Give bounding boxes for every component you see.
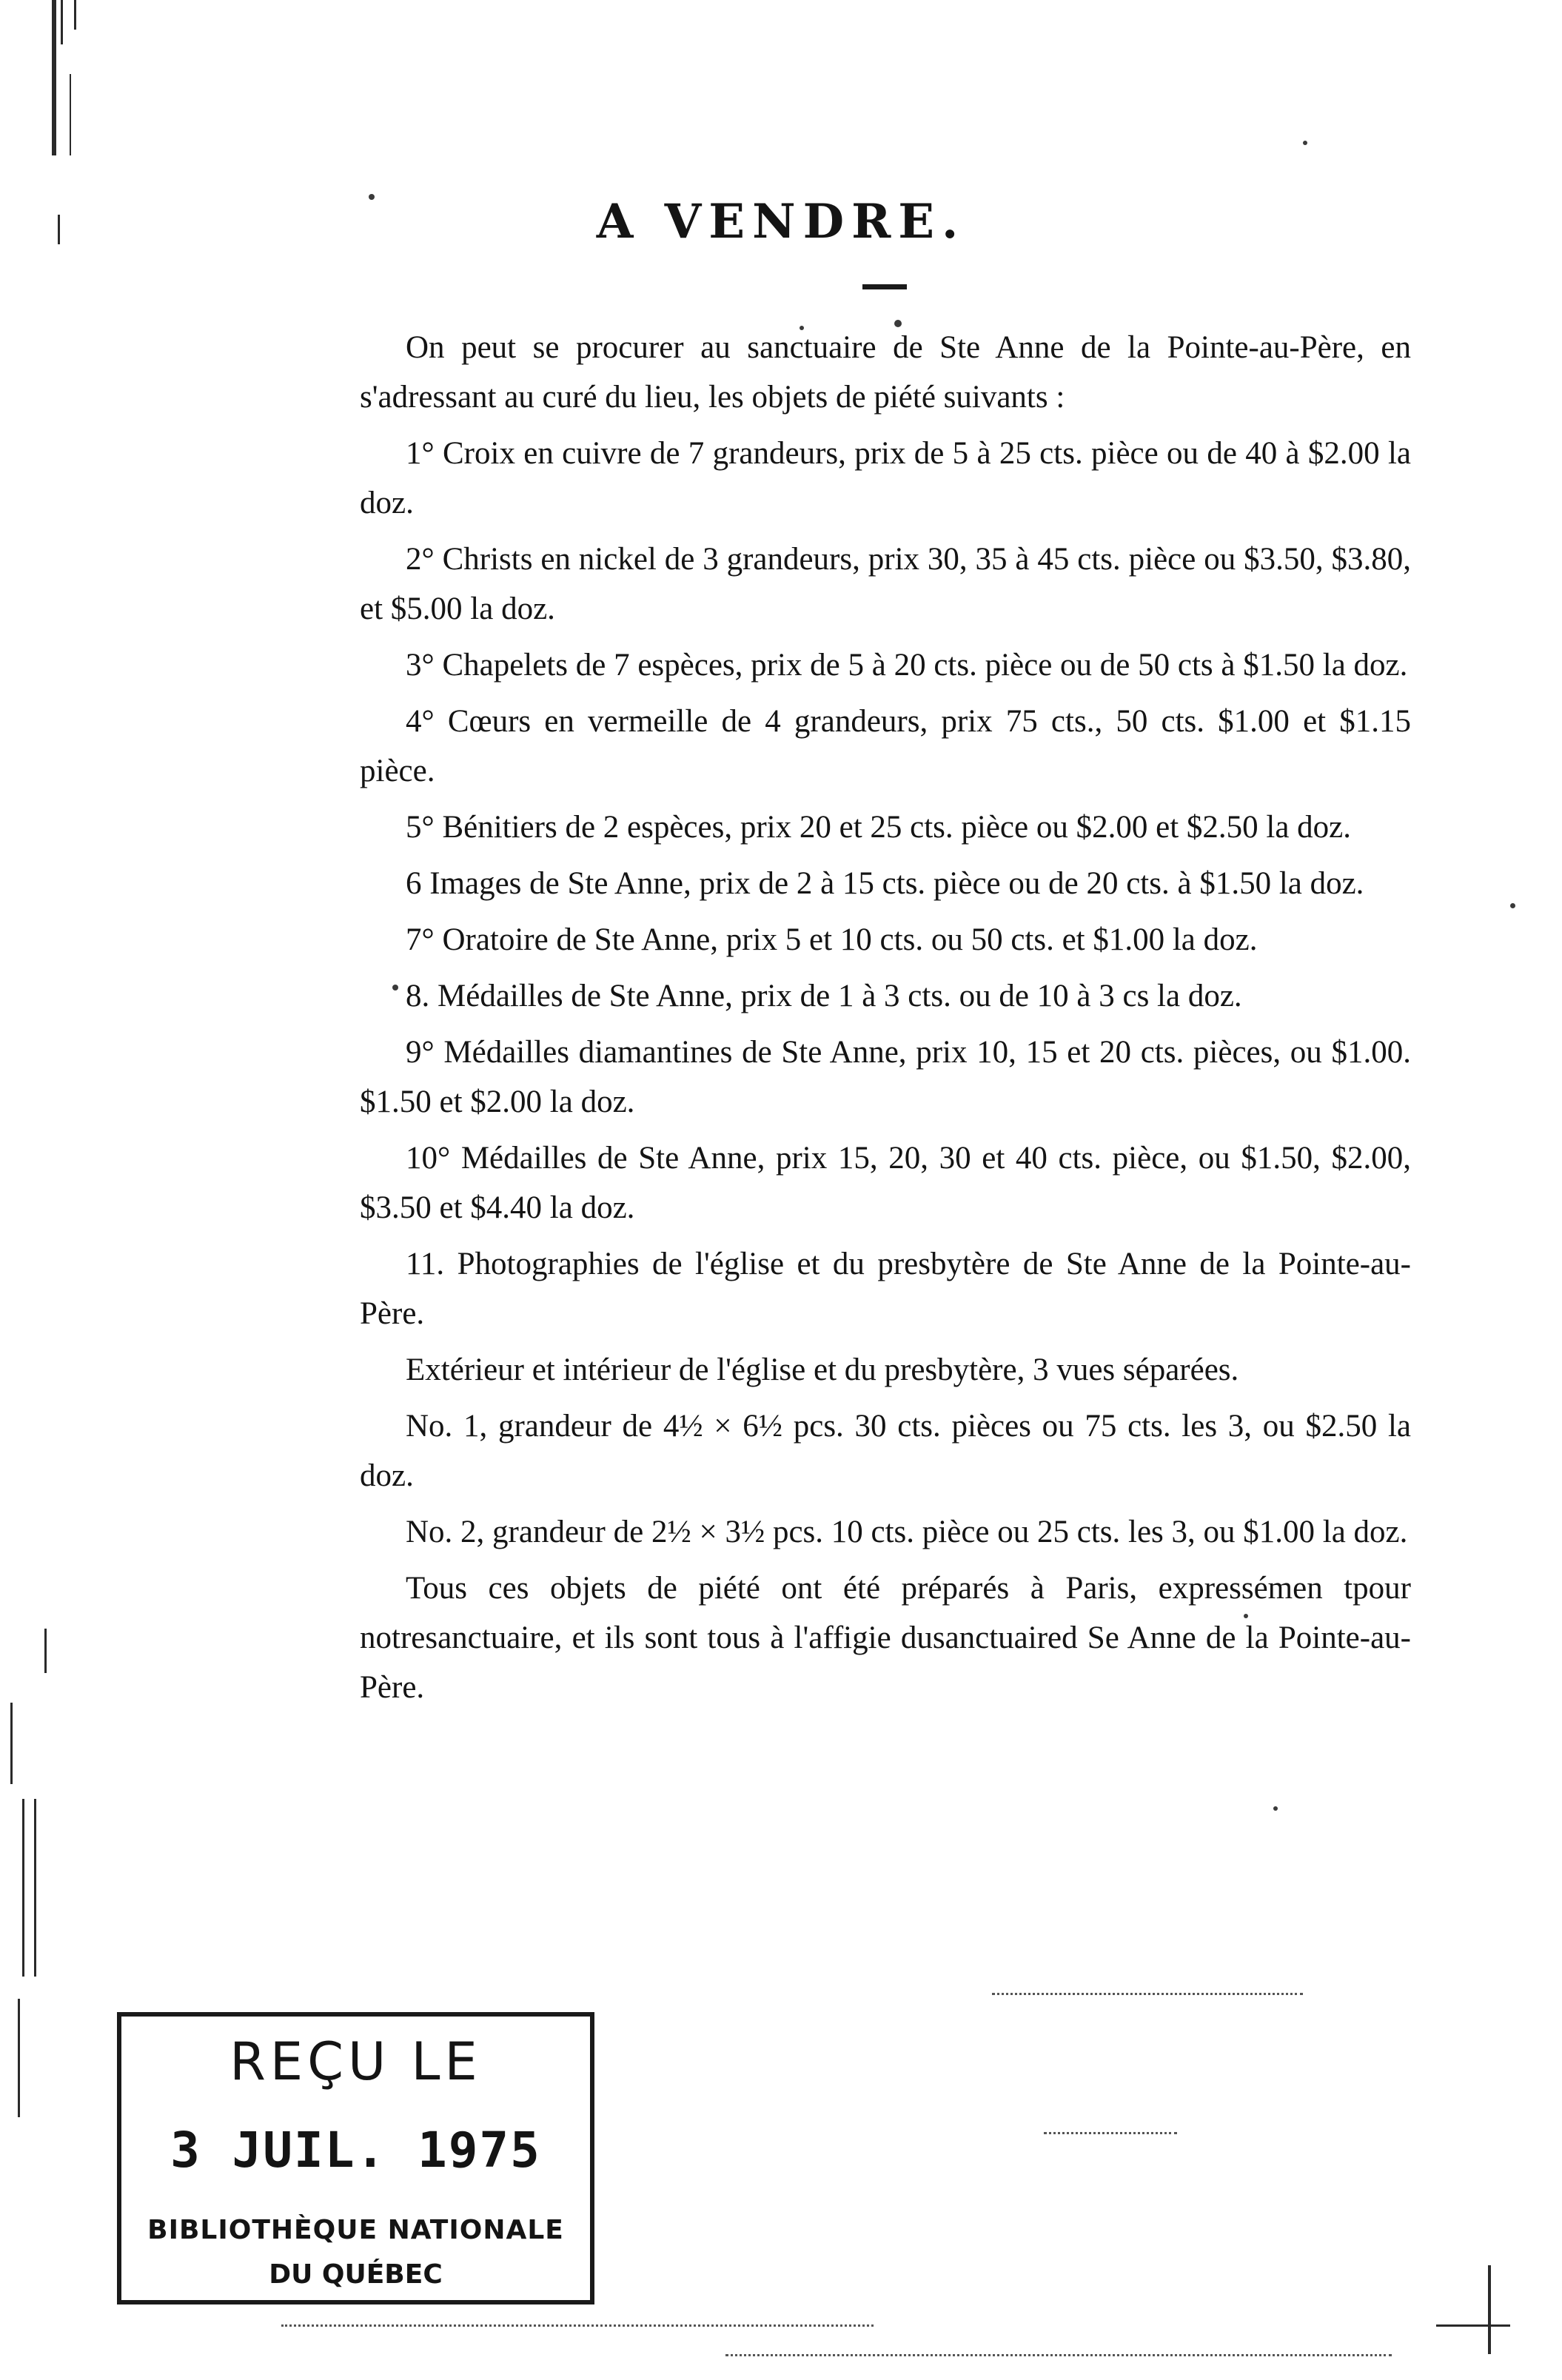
- scan-edge-mark: [61, 0, 63, 44]
- scan-edge-mark: [1436, 2324, 1510, 2327]
- stamp-library-location: DU QUÉBEC: [269, 2259, 443, 2290]
- scan-speck: [1273, 1806, 1278, 1811]
- list-item: 6 Images de Ste Anne, prix de 2 à 15 cts. pièce ou de 20 cts. à $1.50 la doz.: [406, 866, 1364, 901]
- list-item: No. 1, grandeur de 4½ × 6½ pcs. 30 cts. pièces ou 75 cts. les 3, ou $2.50 la doz.: [360, 1409, 1411, 1493]
- stamp-date: 3 JUIL. 1975: [170, 2122, 541, 2179]
- stamp-library-name: BIBLIOTHÈQUE NATIONALE: [147, 2215, 564, 2245]
- scan-edge-mark: [52, 0, 56, 155]
- list-item: 9° Médailles diamantines de Ste Anne, prix 10, 15 et 20 cts. pièces, ou $1.00. $1.50 et $2.00 la doz.: [360, 1035, 1411, 1119]
- document-body: [360, 323, 1411, 1719]
- document-title: A VENDRE.: [596, 194, 966, 249]
- list-item: 11. Photographies de l'église et du presbytère de Ste Anne de la Pointe-au-Père.: [360, 1247, 1411, 1331]
- closing-paragraph: Tous ces objets de piété ont été préparés à Paris, expressémen tpour notresanctuaire, et ils sont tous à l'affigie dusanctuaired Se Anne de la Pointe-au-Père.: [360, 1571, 1411, 1705]
- scan-edge-mark: [22, 1799, 24, 1977]
- scan-dotted-mark: [281, 2324, 874, 2327]
- scan-edge-mark: [74, 0, 76, 30]
- list-item: 8. Médailles de Ste Anne, prix de 1 à 3 cts. ou de 10 à 3 cs la doz.: [406, 979, 1242, 1013]
- list-item: 5° Bénitiers de 2 espèces, prix 20 et 25 cts. pièce ou $2.00 et $2.50 la doz.: [406, 810, 1352, 845]
- list-item: Extérieur et intérieur de l'église et du presbytère, 3 vues séparées.: [406, 1352, 1239, 1387]
- list-item: 3° Chapelets de 7 espèces, prix de 5 à 20 cts. pièce ou de 50 cts à $1.50 la doz.: [406, 648, 1408, 683]
- scan-dotted-mark: [992, 1993, 1303, 1995]
- list-item: No. 2, grandeur de 2½ × 3½ pcs. 10 cts. pièce ou 25 cts. les 3, ou $1.00 la doz.: [406, 1515, 1408, 1549]
- scan-edge-mark: [34, 1799, 36, 1977]
- library-received-stamp: [117, 2012, 594, 2304]
- list-item: 10° Médailles de Ste Anne, prix 15, 20, 30 et 40 cts. pièce, ou $1.50, $2.00, $3.50 et $4.40 la doz.: [360, 1141, 1411, 1225]
- intro-paragraph: On peut se procurer au sanctuaire de Ste Anne de la Pointe-au-Père, en s'adressant au curé du lieu, les objets de piété suivants :: [360, 330, 1411, 415]
- scan-speck: [1510, 903, 1515, 908]
- list-item: 7° Oratoire de Ste Anne, prix 5 et 10 cts. ou 50 cts. et $1.00 la doz.: [406, 922, 1258, 957]
- scan-dotted-mark: [725, 2354, 1392, 2356]
- list-item: 1° Croix en cuivre de 7 grandeurs, prix de 5 à 25 cts. pièce ou de 40 à $2.00 la doz.: [360, 436, 1411, 520]
- list-item: 4° Cœurs en vermeille de 4 grandeurs, prix 75 cts., 50 cts. $1.00 et $1.15 pièce.: [360, 704, 1411, 788]
- scan-speck: [1303, 141, 1307, 145]
- scan-edge-mark: [10, 1703, 13, 1784]
- scan-edge-mark: [70, 74, 71, 155]
- scan-edge-mark: [44, 1629, 47, 1673]
- title-divider: [862, 284, 907, 289]
- scan-edge-mark: [18, 1999, 20, 2117]
- list-item: 2° Christs en nickel de 3 grandeurs, prix 30, 35 à 45 cts. pièce ou $3.50, $3.80, et $5.00 la doz.: [360, 542, 1411, 626]
- stamp-received-label: REÇU LE: [229, 2031, 482, 2092]
- scan-dotted-mark: [1044, 2132, 1177, 2134]
- scan-edge-mark: [1488, 2265, 1491, 2354]
